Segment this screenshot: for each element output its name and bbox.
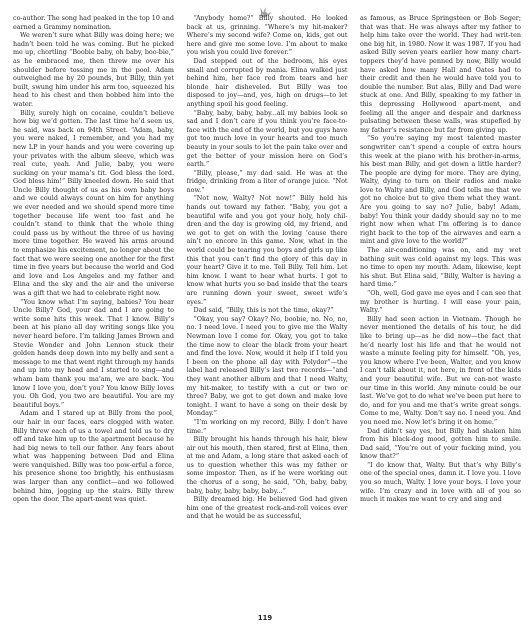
paragraph: Billy brought his hands through his hair, blew air out his mouth, then stared, first at Elina, then at me and Adam, a long stare that asked each of us to question whether this was my father or some impostor. Then, as if he were working out the chorus of a song, he said, “Oh, baby, baby, baby, baby, baby, baby, baby...”	[186, 435, 348, 495]
column-middle	[187, 14, 348, 598]
paragraph: Adam and I stared up at Billy from the pool, our hair in our faces, ears clogged with water. Billy threw each of us a towel and told us to dry off and take him up to the apartment because he had big news to tell our father. Any fears about what was happening between Dad and Elina were vanquished. Billy was too pow-erful a force, his presence shone too brightly, his enthusiasm was larger than any conflict—and we followed behind him, jogging up the stairs. Billy threw open the door. The apart-ment was quiet.	[13, 409, 174, 504]
article-body	[13, 14, 521, 598]
paragraph: co-author. The song had peaked in the top 10 and earned a Grammy nomination.	[13, 14, 174, 31]
paragraph: “I do know that, Walty. But that’s why Billy’s one of the special ones, damn it. I love you. I love you so much, Walty. I love your boys. I love your wife. I’m crazy and in love with all of you so much it makes me want to cry and sing and	[360, 460, 521, 504]
paragraph: “Not now, Walty? Not now!” Billy held his hands out toward my father. “Baby, you got a beautiful wife and you got your holy, holy chil-dren and the day is growing old, my friend, and we got to get on with the loving ’cause there ain’t no encore in this game. Now, what in the world could be tearing you boys and girls up like this that you can’t find the glory of this day in your heart? Give it to me. Tell Billy. Tell him. Let him know. I want to hear what hurts. I got to know what hurts you so bad inside that the tears are running down your sweet, sweet wife’s eyes.”	[186, 194, 348, 306]
column-right	[360, 14, 521, 598]
paragraph: “Okay, you say? Okay? No, boobie, no. No, no, no. I need love. I need you to give me the Walty Newman love I come for. Okay, you got to take the time now to clear the black from your heart and find the love. Now, would it help if I told you I been on the phone all day with Polydor”—the label had released Billy’s last two records—“and they want another album and that I need Walty, my hit-maker, to testify with a cut or two or three? Baby, we got to get down and make love tonight. I want to have a song on their desk by Monday.”	[186, 314, 348, 418]
paragraph: “So you’re saying my most talented master songwriter can’t spend a couple of extra hours this week at the piano with his brother-in-arms, his best man Billy, and get down a little harder? The people are dying for more. They are dying, Walty, dying to turn on their radios and make love to Walty and Billy, and God tells me that we got no choice but to give them what they want. Are you going to say no? Julie, baby! Adam, baby! You think your daddy should say no to me right now when what I’m offering is to dance right back to the top of the airwaves and earn a mint and give love to the world?”	[360, 134, 521, 246]
paragraph: Dad stepped out of the bedroom, his eyes small and corrupted by mania. Elina walked just behind him, her face red from tears and her blonde hair disheveled. But Billy was too disposed to joy—and, yes, high on drugs—to let anything spoil his good feeling.	[186, 56, 348, 108]
paragraph: “Baby, baby, baby, baby...all my babies look so sad and I don’t care if you think you’re face-to-face with the end of the world, but you guys have got too much love in your hearts and too much beauty in your souls to let the pain take over and get the better of your mission here on God’s earth.”	[186, 108, 348, 169]
paragraph: Dad said, “Billy, this is not the time, okay?”	[193, 306, 334, 315]
paragraph: “You know what I’m saying, babies? You hear Uncle Billy? God, your dad and I are going to write some hits this week. That I know. Billy’s been at his piano all day writing songs like you never heard before. I’m talking James Brown and Stevie Wonder and John Lennon stuck their golden hands deep down into my belly and sent a message to me that went right through my hands and up into my head and I started to sing—and wham bam thank you ma’am, we are back. You know I love you, don’t you? You know Billy loves you. Oh God, you two are beautiful. You are my beautiful boys.”	[13, 297, 174, 409]
paragraph: Billy had seen action in Vietnam. Though he never mentioned the details of his tour, he did like to bring up—as he did now—the fact that he’d nearly lost his life and that he would not waste a minute feeling pity for himself. “Oh, yes, you know where I’ve been, Walter, and you know I can’t talk about it, not here, in front of the kids and your beautiful wife. But we can-not waste our time in this world. Any minute could be our last. We’ve got to do what we’ve been put here to do, and for you and me that’s write great songs. Come to me, Walty. Don’t say no. I need you. And you need me. Now let’s bring it on home.”	[360, 314, 521, 426]
paragraph: Billy, surely high on cocaine, couldn’t believe how big we’d gotten. The last time he’d seen us, he said, was back on 94th Street. “Adam, baby, you were naked, I remember, and you had my new LP in your hands and you were covering up your privates with the album sleeve, which was real cute, yeah. And Julie, baby, you were sucking on your mama’s tit. God bless the lord. God bless him!” Billy kneeled down. He said that Uncle Billy thought of us as his own baby boys and we could always count on him for anything we ever needed and we should spend more time together because life went too fast and he couldn’t stand to think that the whole thing could pass us by without the three of us having more time together. He waved his arms around to emphasize his excitement, no longer about the fact that we were seeing one another for the first time in five years but because the world and God and love and Los Angeles and my father and Elina and the sky and the air and the universe was a gift that we had to celebrate right now.	[13, 108, 174, 297]
paragraph: We weren’t sure what Billy was doing here; we hadn’t been told he was coming. But he picked me up, chortling “Boobie baby, oh baby, boo-bie,” as he embraced me, then threw me over his shoulder before tossing me in the pool. Adam outweighed me by 20 pounds, but Billy, thin yet built, swung him under his arm too, squeezed his head to his chest and then bobbed him into the water.	[13, 31, 174, 108]
paragraph: The air-conditioning was on, and my wet bathing suit was cold against my legs. This was no time to open my mouth. Adam, likewise, kept his shut. But Elina said, “Billy, Walter is having a hard time.”	[360, 246, 521, 289]
paragraph: Dad didn’t say yes, but Billy had shaken him from his black-dog mood, gotten him to smile. Dad said, “You’re out of your fucking mind, you know that?”	[360, 426, 521, 461]
page-number: 119	[257, 614, 273, 622]
paragraph: “Billy, please,” my dad said. He was at the fridge, drinking from a liter of orange juice. “Not now.”	[186, 168, 348, 194]
paragraph: “I’m working on my record, Billy. I don’t have time.”	[186, 417, 348, 435]
paragraph: Billy dreamed big. He believed God had given him one of the greatest rock-and-roll voices ever and that he would be as successful,	[186, 495, 348, 521]
paragraph: as famous, as Bruce Springsteen or Bob Seger; that was that. He was always after my father to help him take over the world. They had writ-ten one big hit, in 1980. Now it was 1987. If you had asked Billy seven years earlier how many chart-toppers they’d have penned by now, Billy would have asked how many Hall and Oates had to their credit and then he would have told you to double the number. But alas, Billy and Dad were stuck at one. And Billy, speaking to my father in this depressing Hollywood apart-ment, and feeling all the anger and despair and darkness pulsating between these walls, was stupefied by my father’s resistance but far from giving up.	[360, 14, 521, 134]
column-left	[13, 14, 174, 598]
paragraph: “Anybody home?” Billy shouted. He looked back at us, grinning. “Where’s my hit-maker? Where’s my second wife? Come on, kids, get out here and give me some love. I’m about to make you wish you could live forever.”	[186, 14, 348, 57]
paragraph: “Oh, well, God gave me eyes and I can see that my brother is hurting. I will ease your pain, Walty.”	[360, 289, 521, 315]
